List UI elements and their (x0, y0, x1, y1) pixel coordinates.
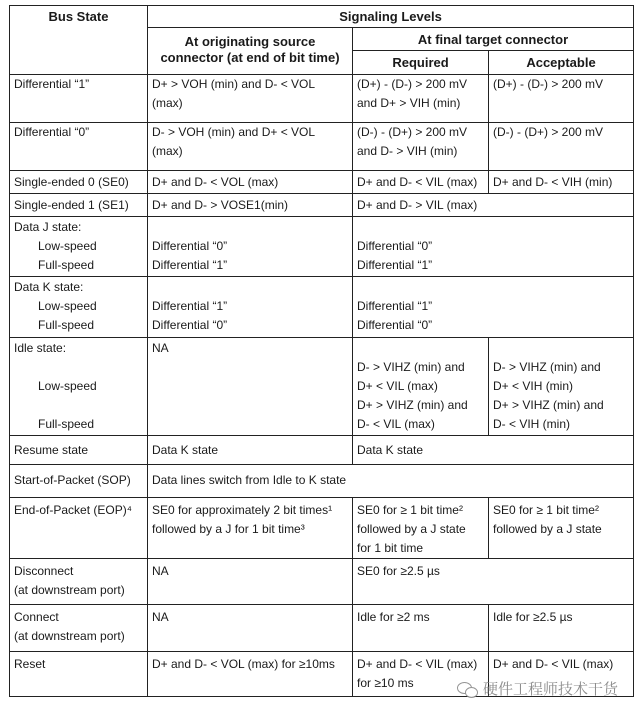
table-row (10, 436, 634, 465)
state-reset: Reset (10, 652, 148, 697)
req-connect: Idle for ≥2 ms (353, 605, 489, 652)
state-data-j: Data J state: Low-speed Full-speed (10, 217, 148, 277)
req-differential-1: (D+) - (D-) > 200 mV and D+ > VIH (min) (353, 75, 489, 123)
header-originating: At originating source connector (at end of bit time) (148, 28, 353, 75)
req-se1: D+ and D- > VIL (max) (353, 194, 634, 217)
req-se0: D+ and D- < VIL (max) (353, 171, 489, 194)
orig-sop: Data lines switch from Idle to K state (148, 465, 634, 498)
req-resume: Data K state (353, 436, 634, 465)
orig-connect: NA (148, 605, 353, 652)
req-idle: D- > VIHZ (min) and D+ < VIL (max) D+ > VIHZ (min) and D- < VIL (max) (353, 338, 489, 436)
table-row (10, 605, 634, 652)
state-se0: Single-ended 0 (SE0) (10, 171, 148, 194)
orig-data-k: Differential “1” Differential “0” (148, 277, 353, 338)
req-reset: D+ and D- < VIL (max) for ≥10 ms (353, 652, 489, 697)
req-differential-0: (D-) - (D+) > 200 mV and D- > VIH (min) (353, 123, 489, 171)
state-disconnect: Disconnect (at downstream port) (10, 559, 148, 605)
state-data-k: Data K state: Low-speed Full-speed (10, 277, 148, 338)
table-row (10, 75, 634, 123)
header-acceptable: Acceptable (489, 51, 634, 75)
orig-se0: D+ and D- < VOL (max) (148, 171, 353, 194)
state-differential-1: Differential “1” (10, 75, 148, 123)
header-bus-state: Bus State (10, 6, 148, 75)
orig-eop: SE0 for approximately 2 bit times¹ followed by a J for 1 bit time³ (148, 498, 353, 559)
orig-resume: Data K state (148, 436, 353, 465)
orig-differential-1: D+ > VOH (min) and D- < VOL (max) (148, 75, 353, 123)
state-eop: End-of-Packet (EOP)⁴ (10, 498, 148, 559)
state-se1: Single-ended 1 (SE1) (10, 194, 148, 217)
state-resume: Resume state (10, 436, 148, 465)
table-row (10, 338, 634, 436)
acc-differential-1: (D+) - (D-) > 200 mV (489, 75, 634, 123)
header-signaling-levels: Signaling Levels (148, 6, 634, 28)
req-eop: SE0 for ≥ 1 bit time² followed by a J state for 1 bit time (353, 498, 489, 559)
orig-disconnect: NA (148, 559, 353, 605)
orig-se1: D+ and D- > VOSE1(min) (148, 194, 353, 217)
acc-se0: D+ and D- < VIH (min) (489, 171, 634, 194)
table-row (10, 465, 634, 498)
table-row (10, 217, 634, 277)
table-row (10, 498, 634, 559)
acc-differential-0: (D-) - (D+) > 200 mV (489, 123, 634, 171)
state-differential-0: Differential “0” (10, 123, 148, 171)
orig-differential-0: D- > VOH (min) and D+ < VOL (max) (148, 123, 353, 171)
acc-connect: Idle for ≥2.5 µs (489, 605, 634, 652)
table-row (10, 123, 634, 171)
bus-state-table (9, 5, 634, 697)
acc-idle: D- > VIHZ (min) and D+ < VIH (min) D+ > VIHZ (min) and D- < VIH (min) (489, 338, 634, 436)
orig-data-j: Differential “0” Differential “1” (148, 217, 353, 277)
req-disconnect: SE0 for ≥2.5 µs (353, 559, 634, 605)
header-final-target: At final target connector (353, 28, 634, 51)
state-sop: Start-of-Packet (SOP) (10, 465, 148, 498)
orig-idle: NA (148, 338, 353, 436)
table-row (10, 171, 634, 194)
table-row (10, 194, 634, 217)
table-row (10, 277, 634, 338)
req-data-j: Differential “0” Differential “1” (353, 217, 634, 277)
watermark (457, 678, 618, 699)
req-data-k: Differential “1” Differential “0” (353, 277, 634, 338)
acc-reset: D+ and D- < VIL (max) (489, 652, 634, 697)
wechat-icon (457, 681, 479, 697)
watermark-text: 硬件工程师技术干货 (482, 681, 618, 698)
state-idle: Idle state: Low-speed Full-speed (10, 338, 148, 436)
acc-eop: SE0 for ≥ 1 bit time² followed by a J state (489, 498, 634, 559)
orig-reset: D+ and D- < VOL (max) for ≥10ms (148, 652, 353, 697)
header-required: Required (353, 51, 489, 75)
state-connect: Connect (at downstream port) (10, 605, 148, 652)
table-row (10, 559, 634, 605)
